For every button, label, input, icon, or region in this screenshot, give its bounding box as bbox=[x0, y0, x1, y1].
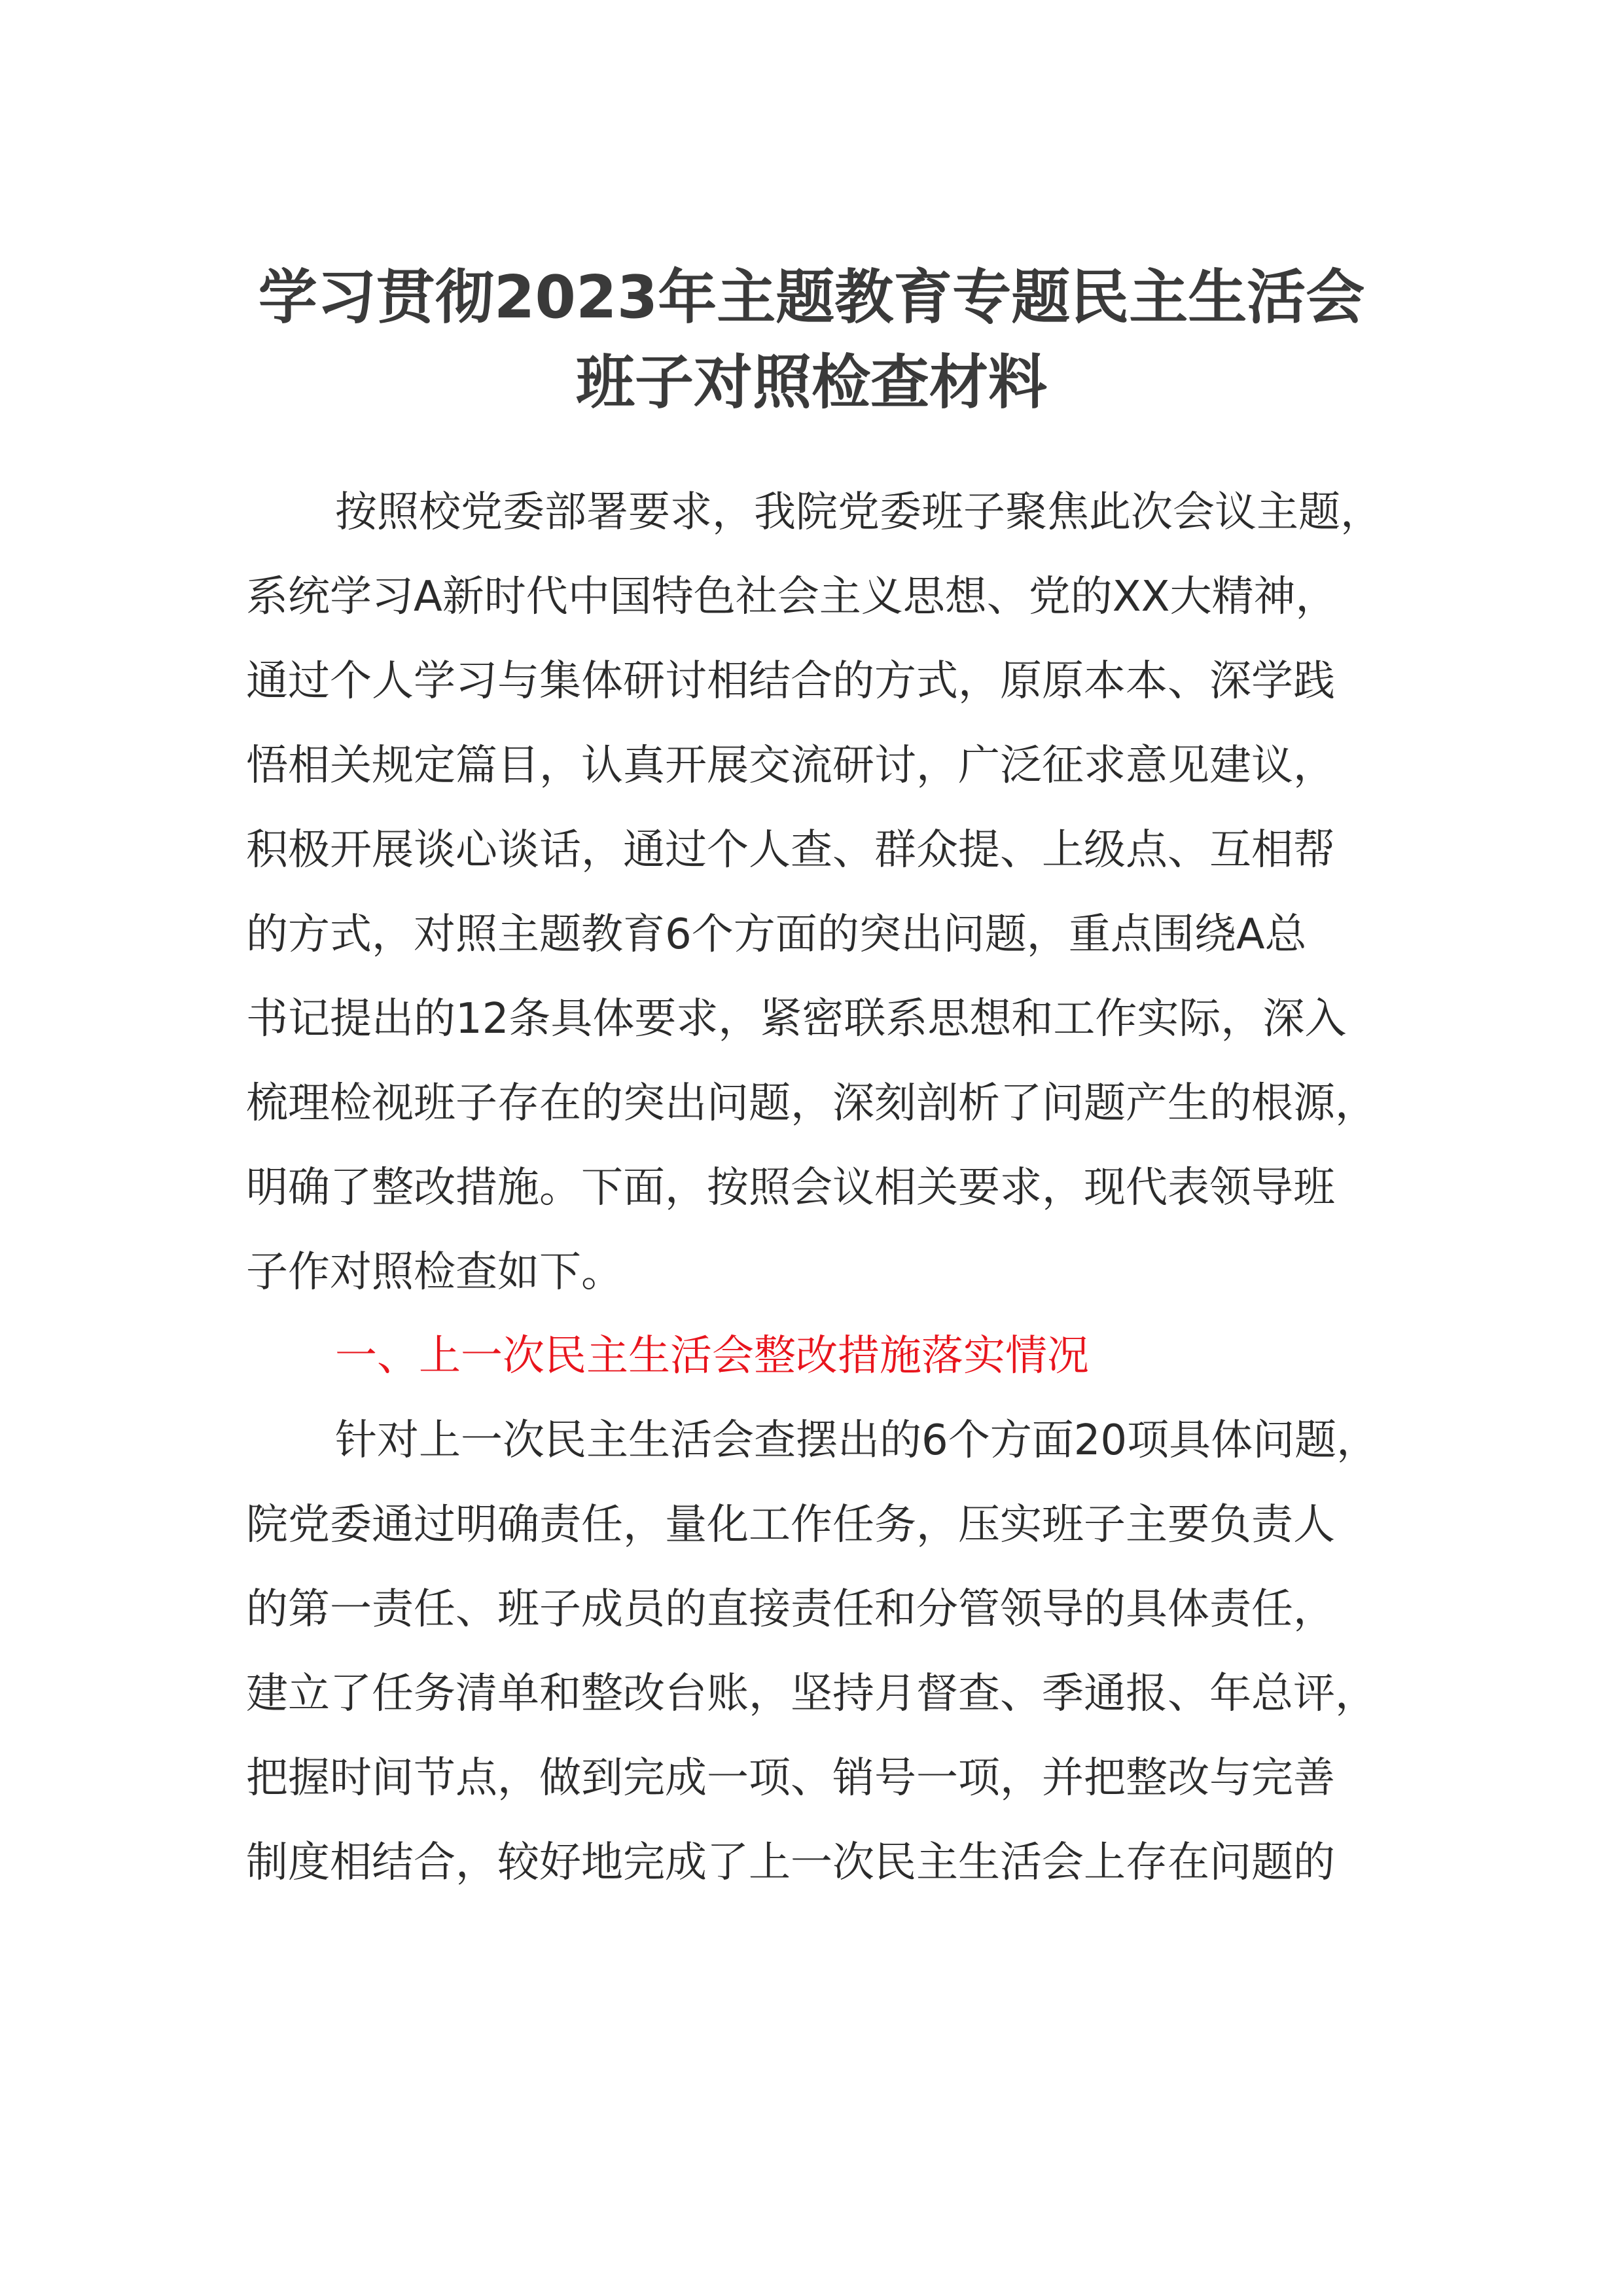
section-1-line: 建立了任务清单和整改台账，坚持月督查、季通报、年总评， bbox=[246, 1670, 1377, 1718]
intro-line: 梳理检视班子存在的突出问题，深刻剖析了问题产生的根源， bbox=[246, 1079, 1377, 1128]
intro-line: 系统学习A新时代中国特色社会主义思想、党的XX大精神， bbox=[246, 573, 1338, 621]
intro-line: 积极开展谈心谈话，通过个人查、群众提、上级点、互相帮 bbox=[246, 826, 1335, 874]
intro-line: 书记提出的12条具体要求，紧密联系思想和工作实际，深入 bbox=[246, 995, 1347, 1043]
section-1-line: 把握时间节点，做到完成一项、销号一项，并把整改与完善 bbox=[246, 1754, 1335, 1803]
intro-line: 明确了整改措施。下面，按照会议相关要求，现代表领导班 bbox=[246, 1164, 1335, 1212]
section-1-line: 制度相结合，较好地完成了上一次民主生活会上存在问题的 bbox=[246, 1839, 1335, 1887]
intro-line: 按照校党委部署要求，我院党委班子聚焦此次会议主题， bbox=[335, 488, 1382, 537]
intro-line: 子作对照检查如下。 bbox=[246, 1248, 623, 1297]
intro-line: 悟相关规定篇目，认真开展交流研讨，广泛征求意见建议， bbox=[246, 742, 1335, 790]
section-1-line: 针对上一次民主生活会查摆出的6个方面20项具体问题， bbox=[335, 1416, 1379, 1465]
document-title-line-2: 班子对照检查材料 bbox=[576, 348, 1047, 417]
section-1-line: 院党委通过明确责任，量化工作任务，压实班子主要负责人 bbox=[246, 1501, 1335, 1549]
section-1-line: 的第一责任、班子成员的直接责任和分管领导的具体责任， bbox=[246, 1585, 1335, 1634]
document-title-line-1: 学习贯彻2023年主题教育专题民主生活会 bbox=[258, 263, 1365, 332]
intro-line: 通过个人学习与集体研讨相结合的方式，原原本本、深学践 bbox=[246, 657, 1335, 706]
section-1-heading: 一、上一次民主生活会整改措施落实情况 bbox=[335, 1332, 1089, 1380]
intro-line: 的方式，对照主题教育6个方面的突出问题，重点围绕A总 bbox=[246, 910, 1307, 959]
